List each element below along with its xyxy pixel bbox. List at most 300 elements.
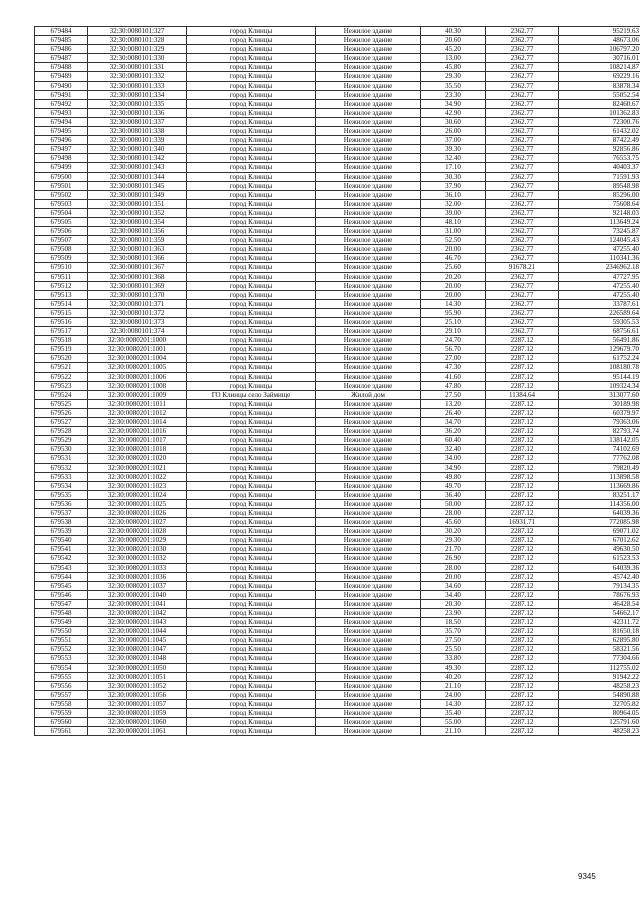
cadastral-value-cell: 68756.61 — [559, 327, 640, 336]
address-cell: город Клинцы — [187, 472, 316, 481]
cadastral-number-cell: 32:30:0080101:343 — [88, 163, 187, 172]
cadastral-number-cell: 32:30:0080201:1001 — [88, 345, 187, 354]
unit-value-cell: 2362.77 — [486, 127, 559, 136]
object-type-cell: Нежилое здание — [316, 363, 421, 372]
cadastral-value-cell: 112755.02 — [559, 663, 640, 672]
table-row — [35, 127, 640, 136]
row-number-cell: 679539 — [35, 527, 88, 536]
cadastral-value-cell: 47255.40 — [559, 281, 640, 290]
unit-value-cell: 2287.12 — [486, 508, 559, 517]
address-cell: город Клинцы — [187, 81, 316, 90]
cadastral-value-cell: 75608.64 — [559, 199, 640, 208]
unit-value-cell: 2287.12 — [486, 472, 559, 481]
cadastral-number-cell: 32:30:0080201:1047 — [88, 645, 187, 654]
object-type-cell: Нежилое здание — [316, 672, 421, 681]
table-row — [35, 145, 640, 154]
area-cell: 40.30 — [421, 27, 486, 36]
cadastral-number-cell: 32:30:0080201:1042 — [88, 609, 187, 618]
object-type-cell: Нежилое здание — [316, 427, 421, 436]
object-type-cell: Нежилое здание — [316, 709, 421, 718]
row-number-cell: 679526 — [35, 408, 88, 417]
table-row — [35, 381, 640, 390]
area-cell: 50.00 — [421, 499, 486, 508]
cadastral-number-cell: 32:30:0080101:327 — [88, 27, 187, 36]
cadastral-value-cell: 82460.67 — [559, 99, 640, 108]
unit-value-cell: 2362.77 — [486, 272, 559, 281]
row-number-cell: 679523 — [35, 381, 88, 390]
cadastral-value-cell: 30716.01 — [559, 54, 640, 63]
unit-value-cell: 2287.12 — [486, 690, 559, 699]
cadastral-number-cell: 32:30:0080201:1029 — [88, 536, 187, 545]
row-number-cell: 679527 — [35, 418, 88, 427]
object-type-cell: Нежилое здание — [316, 136, 421, 145]
address-cell: город Клинцы — [187, 709, 316, 718]
cadastral-number-cell: 32:30:0080101:367 — [88, 263, 187, 272]
object-type-cell: Нежилое здание — [316, 190, 421, 199]
object-type-cell: Нежилое здание — [316, 654, 421, 663]
cadastral-number-cell: 32:30:0080201:1009 — [88, 390, 187, 399]
address-cell: город Клинцы — [187, 272, 316, 281]
row-number-cell: 679484 — [35, 27, 88, 36]
object-type-cell: Нежилое здание — [316, 536, 421, 545]
unit-value-cell: 2287.12 — [486, 454, 559, 463]
object-type-cell: Нежилое здание — [316, 354, 421, 363]
address-cell: город Клинцы — [187, 163, 316, 172]
cadastral-value-cell: 83251.17 — [559, 490, 640, 499]
row-number-cell: 679494 — [35, 117, 88, 126]
address-cell: город Клинцы — [187, 227, 316, 236]
object-type-cell: Нежилое здание — [316, 199, 421, 208]
address-cell: ГО Клинцы село Займище — [187, 390, 316, 399]
row-number-cell: 679536 — [35, 499, 88, 508]
unit-value-cell: 2287.12 — [486, 627, 559, 636]
unit-value-cell: 2362.77 — [486, 99, 559, 108]
cadastral-number-cell: 32:30:0080201:1018 — [88, 445, 187, 454]
table-row — [35, 709, 640, 718]
page-number: 9345 — [578, 872, 596, 881]
row-number-cell: 679508 — [35, 245, 88, 254]
cadastral-number-cell: 32:30:0080101:359 — [88, 236, 187, 245]
area-cell: 17.10 — [421, 163, 486, 172]
area-cell: 34.90 — [421, 463, 486, 472]
table-row — [35, 99, 640, 108]
row-number-cell: 679507 — [35, 236, 88, 245]
object-type-cell: Нежилое здание — [316, 154, 421, 163]
table-row — [35, 290, 640, 299]
cadastral-number-cell: 32:30:0080101:331 — [88, 63, 187, 72]
area-cell: 23.30 — [421, 90, 486, 99]
cadastral-value-cell: 45742.40 — [559, 572, 640, 581]
area-cell: 36.20 — [421, 427, 486, 436]
cadastral-value-cell: 79820.49 — [559, 463, 640, 472]
cadastral-value-cell: 47255.40 — [559, 245, 640, 254]
row-number-cell: 679535 — [35, 490, 88, 499]
row-number-cell: 679493 — [35, 108, 88, 117]
table-row — [35, 363, 640, 372]
object-type-cell: Нежилое здание — [316, 554, 421, 563]
row-number-cell: 679518 — [35, 336, 88, 345]
cadastral-number-cell: 32:30:0080201:1026 — [88, 508, 187, 517]
area-cell: 35.40 — [421, 709, 486, 718]
unit-value-cell: 2362.77 — [486, 281, 559, 290]
row-number-cell: 679488 — [35, 63, 88, 72]
unit-value-cell: 2362.77 — [486, 318, 559, 327]
address-cell: город Клинцы — [187, 654, 316, 663]
table-row — [35, 418, 640, 427]
row-number-cell: 679496 — [35, 136, 88, 145]
cadastral-number-cell: 32:30:0080201:1033 — [88, 563, 187, 572]
unit-value-cell: 2362.77 — [486, 63, 559, 72]
cadastral-number-cell: 32:30:0080201:1032 — [88, 554, 187, 563]
cadastral-number-cell: 32:30:0080101:349 — [88, 190, 187, 199]
row-number-cell: 679546 — [35, 590, 88, 599]
cadastral-value-cell: 106797.20 — [559, 45, 640, 54]
object-type-cell: Нежилое здание — [316, 609, 421, 618]
area-cell: 21.10 — [421, 727, 486, 736]
object-type-cell: Нежилое здание — [316, 727, 421, 736]
object-type-cell: Нежилое здание — [316, 572, 421, 581]
unit-value-cell: 2287.12 — [486, 636, 559, 645]
object-type-cell: Нежилое здание — [316, 127, 421, 136]
address-cell: город Клинцы — [187, 336, 316, 345]
table-row — [35, 408, 640, 417]
area-cell: 37.00 — [421, 136, 486, 145]
unit-value-cell: 2287.12 — [486, 699, 559, 708]
address-cell: город Клинцы — [187, 636, 316, 645]
cadastral-value-cell: 56491.86 — [559, 336, 640, 345]
row-number-cell: 679558 — [35, 699, 88, 708]
property-table — [34, 26, 640, 736]
area-cell: 49.30 — [421, 663, 486, 672]
object-type-cell: Нежилое здание — [316, 36, 421, 45]
address-cell: город Клинцы — [187, 627, 316, 636]
address-cell: город Клинцы — [187, 36, 316, 45]
cadastral-number-cell: 32:30:0080201:1050 — [88, 663, 187, 672]
row-number-cell: 679529 — [35, 436, 88, 445]
address-cell: город Клинцы — [187, 527, 316, 536]
cadastral-number-cell: 32:30:0080201:1052 — [88, 681, 187, 690]
area-cell: 29.30 — [421, 72, 486, 81]
address-cell: город Клинцы — [187, 208, 316, 217]
cadastral-value-cell: 73245.87 — [559, 227, 640, 236]
address-cell: город Клинцы — [187, 308, 316, 317]
cadastral-value-cell: 79134.35 — [559, 581, 640, 590]
object-type-cell: Нежилое здание — [316, 227, 421, 236]
row-number-cell: 679533 — [35, 472, 88, 481]
unit-value-cell: 2287.12 — [486, 445, 559, 454]
row-number-cell: 679522 — [35, 372, 88, 381]
address-cell: город Клинцы — [187, 572, 316, 581]
row-number-cell: 679512 — [35, 281, 88, 290]
address-cell: город Клинцы — [187, 645, 316, 654]
area-cell: 36.40 — [421, 490, 486, 499]
cadastral-value-cell: 69071.02 — [559, 527, 640, 536]
table-row — [35, 345, 640, 354]
unit-value-cell: 2287.12 — [486, 645, 559, 654]
cadastral-number-cell: 32:30:0080201:1051 — [88, 672, 187, 681]
table-row — [35, 681, 640, 690]
unit-value-cell: 2287.12 — [486, 618, 559, 627]
table-row — [35, 390, 640, 399]
unit-value-cell: 2362.77 — [486, 36, 559, 45]
row-number-cell: 679531 — [35, 454, 88, 463]
row-number-cell: 679542 — [35, 554, 88, 563]
table-row — [35, 154, 640, 163]
address-cell: город Клинцы — [187, 618, 316, 627]
area-cell: 13.20 — [421, 399, 486, 408]
row-number-cell: 679495 — [35, 127, 88, 136]
unit-value-cell: 2287.12 — [486, 581, 559, 590]
table-row — [35, 199, 640, 208]
unit-value-cell: 2287.12 — [486, 545, 559, 554]
row-number-cell: 679489 — [35, 72, 88, 81]
object-type-cell: Нежилое здание — [316, 336, 421, 345]
area-cell: 30.30 — [421, 172, 486, 181]
table-row — [35, 299, 640, 308]
unit-value-cell: 2362.77 — [486, 72, 559, 81]
row-number-cell: 679556 — [35, 681, 88, 690]
object-type-cell: Нежилое здание — [316, 172, 421, 181]
object-type-cell: Нежилое здание — [316, 54, 421, 63]
area-cell: 95.90 — [421, 308, 486, 317]
address-cell: город Клинцы — [187, 536, 316, 545]
cadastral-number-cell: 32:30:0080101:342 — [88, 154, 187, 163]
row-number-cell: 679525 — [35, 399, 88, 408]
area-cell: 26.00 — [421, 127, 486, 136]
cadastral-number-cell: 32:30:0080101:373 — [88, 318, 187, 327]
row-number-cell: 679490 — [35, 81, 88, 90]
cadastral-value-cell: 67012.62 — [559, 536, 640, 545]
address-cell: город Клинцы — [187, 72, 316, 81]
row-number-cell: 679521 — [35, 363, 88, 372]
cadastral-value-cell: 42311.72 — [559, 618, 640, 627]
address-cell: город Клинцы — [187, 436, 316, 445]
address-cell: город Клинцы — [187, 281, 316, 290]
address-cell: город Клинцы — [187, 463, 316, 472]
unit-value-cell: 2287.12 — [486, 499, 559, 508]
object-type-cell: Нежилое здание — [316, 445, 421, 454]
area-cell: 56.70 — [421, 345, 486, 354]
table-row — [35, 36, 640, 45]
table-row — [35, 481, 640, 490]
address-cell: город Клинцы — [187, 699, 316, 708]
cadastral-value-cell: 92148.03 — [559, 208, 640, 217]
area-cell: 14.30 — [421, 299, 486, 308]
cadastral-number-cell: 32:30:0080101:333 — [88, 81, 187, 90]
area-cell: 31.00 — [421, 227, 486, 236]
object-type-cell: Нежилое здание — [316, 318, 421, 327]
object-type-cell: Нежилое здание — [316, 236, 421, 245]
cadastral-number-cell: 32:30:0080201:1036 — [88, 572, 187, 581]
table-row — [35, 163, 640, 172]
cadastral-value-cell: 113649.24 — [559, 217, 640, 226]
cadastral-number-cell: 32:30:0080101:334 — [88, 90, 187, 99]
area-cell: 47.30 — [421, 363, 486, 372]
cadastral-number-cell: 32:30:0080201:1020 — [88, 454, 187, 463]
address-cell: город Клинцы — [187, 418, 316, 427]
object-type-cell: Нежилое здание — [316, 72, 421, 81]
area-cell: 35.70 — [421, 627, 486, 636]
area-cell: 26.90 — [421, 554, 486, 563]
unit-value-cell: 2362.77 — [486, 117, 559, 126]
object-type-cell: Нежилое здание — [316, 81, 421, 90]
unit-value-cell: 2287.12 — [486, 536, 559, 545]
row-number-cell: 679510 — [35, 263, 88, 272]
address-cell: город Клинцы — [187, 490, 316, 499]
table-row — [35, 490, 640, 499]
row-number-cell: 679541 — [35, 545, 88, 554]
cadastral-value-cell: 32705.82 — [559, 699, 640, 708]
unit-value-cell: 91678.21 — [486, 263, 559, 272]
cadastral-number-cell: 32:30:0080201:1040 — [88, 590, 187, 599]
area-cell: 33.80 — [421, 654, 486, 663]
object-type-cell: Нежилое здание — [316, 217, 421, 226]
address-cell: город Клинцы — [187, 445, 316, 454]
table-row — [35, 308, 640, 317]
cadastral-number-cell: 32:30:0080201:1030 — [88, 545, 187, 554]
cadastral-value-cell: 47727.95 — [559, 272, 640, 281]
table-row — [35, 272, 640, 281]
cadastral-value-cell: 77762.08 — [559, 454, 640, 463]
cadastral-value-cell: 78676.93 — [559, 590, 640, 599]
row-number-cell: 679513 — [35, 290, 88, 299]
area-cell: 29.10 — [421, 327, 486, 336]
cadastral-number-cell: 32:30:0080201:1027 — [88, 518, 187, 527]
area-cell: 52.50 — [421, 236, 486, 245]
object-type-cell: Нежилое здание — [316, 99, 421, 108]
area-cell: 20.20 — [421, 272, 486, 281]
unit-value-cell: 2362.77 — [486, 27, 559, 36]
table-row — [35, 254, 640, 263]
unit-value-cell: 2287.12 — [486, 372, 559, 381]
table-row — [35, 636, 640, 645]
address-cell: город Клинцы — [187, 408, 316, 417]
cadastral-number-cell: 32:30:0080201:1037 — [88, 581, 187, 590]
cadastral-value-cell: 40403.37 — [559, 163, 640, 172]
area-cell: 20.60 — [421, 36, 486, 45]
cadastral-number-cell: 32:30:0080201:1056 — [88, 690, 187, 699]
object-type-cell: Нежилое здание — [316, 108, 421, 117]
row-number-cell: 679544 — [35, 572, 88, 581]
address-cell: город Клинцы — [187, 236, 316, 245]
row-number-cell: 679515 — [35, 308, 88, 317]
object-type-cell: Нежилое здание — [316, 299, 421, 308]
area-cell: 41.60 — [421, 372, 486, 381]
cadastral-number-cell: 32:30:0080101:332 — [88, 72, 187, 81]
unit-value-cell: 2287.12 — [486, 554, 559, 563]
cadastral-number-cell: 32:30:0080201:1057 — [88, 699, 187, 708]
address-cell: город Клинцы — [187, 481, 316, 490]
address-cell: город Клинцы — [187, 345, 316, 354]
cadastral-number-cell: 32:30:0080201:1025 — [88, 499, 187, 508]
unit-value-cell: 2362.77 — [486, 90, 559, 99]
cadastral-number-cell: 32:30:0080101:352 — [88, 208, 187, 217]
address-cell: город Клинцы — [187, 199, 316, 208]
row-number-cell: 679547 — [35, 599, 88, 608]
address-cell: город Клинцы — [187, 245, 316, 254]
unit-value-cell: 2287.12 — [486, 381, 559, 390]
area-cell: 34.00 — [421, 454, 486, 463]
cadastral-number-cell: 32:30:0080101:371 — [88, 299, 187, 308]
object-type-cell: Нежилое здание — [316, 45, 421, 54]
unit-value-cell: 2287.12 — [486, 408, 559, 417]
cadastral-number-cell: 32:30:0080101:363 — [88, 245, 187, 254]
area-cell: 32.00 — [421, 199, 486, 208]
object-type-cell: Нежилое здание — [316, 599, 421, 608]
object-type-cell: Нежилое здание — [316, 436, 421, 445]
address-cell: город Клинцы — [187, 127, 316, 136]
cadastral-value-cell: 91942.22 — [559, 672, 640, 681]
area-cell: 13.00 — [421, 54, 486, 63]
cadastral-value-cell: 226589.64 — [559, 308, 640, 317]
object-type-cell: Нежилое здание — [316, 308, 421, 317]
address-cell: город Клинцы — [187, 690, 316, 699]
area-cell: 34.90 — [421, 99, 486, 108]
cadastral-value-cell: 76553.75 — [559, 154, 640, 163]
row-number-cell: 679549 — [35, 618, 88, 627]
cadastral-value-cell: 95219.63 — [559, 27, 640, 36]
address-cell: город Клинцы — [187, 454, 316, 463]
area-cell: 30.20 — [421, 527, 486, 536]
table-row — [35, 445, 640, 454]
cadastral-number-cell: 32:30:0080201:1024 — [88, 490, 187, 499]
object-type-cell: Нежилое здание — [316, 508, 421, 517]
unit-value-cell: 2362.77 — [486, 136, 559, 145]
row-number-cell: 679530 — [35, 445, 88, 454]
table-row — [35, 599, 640, 608]
row-number-cell: 679502 — [35, 190, 88, 199]
object-type-cell: Нежилое здание — [316, 645, 421, 654]
cadastral-number-cell: 32:30:0080201:1008 — [88, 381, 187, 390]
row-number-cell: 679537 — [35, 508, 88, 517]
row-number-cell: 679553 — [35, 654, 88, 663]
cadastral-number-cell: 32:30:0080201:1012 — [88, 408, 187, 417]
area-cell: 48.10 — [421, 217, 486, 226]
address-cell: город Клинцы — [187, 63, 316, 72]
row-number-cell: 679506 — [35, 227, 88, 236]
object-type-cell: Нежилое здание — [316, 545, 421, 554]
cadastral-number-cell: 32:30:0080101:370 — [88, 290, 187, 299]
area-cell: 24.00 — [421, 690, 486, 699]
cadastral-number-cell: 32:30:0080201:1011 — [88, 399, 187, 408]
row-number-cell: 679501 — [35, 181, 88, 190]
area-cell: 49.80 — [421, 472, 486, 481]
area-cell: 45.80 — [421, 63, 486, 72]
area-cell: 49.70 — [421, 481, 486, 490]
object-type-cell: Нежилое здание — [316, 618, 421, 627]
cadastral-value-cell: 313077.60 — [559, 390, 640, 399]
cadastral-value-cell: 109324.34 — [559, 381, 640, 390]
cadastral-value-cell: 77304.66 — [559, 654, 640, 663]
object-type-cell: Нежилое здание — [316, 481, 421, 490]
table-row — [35, 327, 640, 336]
row-number-cell: 679532 — [35, 463, 88, 472]
table-row — [35, 663, 640, 672]
object-type-cell: Нежилое здание — [316, 245, 421, 254]
cadastral-value-cell: 74102.69 — [559, 445, 640, 454]
cadastral-value-cell: 113669.86 — [559, 481, 640, 490]
table-row — [35, 172, 640, 181]
row-number-cell: 679534 — [35, 481, 88, 490]
area-cell: 42.90 — [421, 108, 486, 117]
area-cell: 55.00 — [421, 718, 486, 727]
area-cell: 27.50 — [421, 636, 486, 645]
unit-value-cell: 2287.12 — [486, 527, 559, 536]
area-cell: 34.60 — [421, 581, 486, 590]
address-cell: город Клинцы — [187, 190, 316, 199]
row-number-cell: 679548 — [35, 609, 88, 618]
object-type-cell: Нежилое здание — [316, 145, 421, 154]
